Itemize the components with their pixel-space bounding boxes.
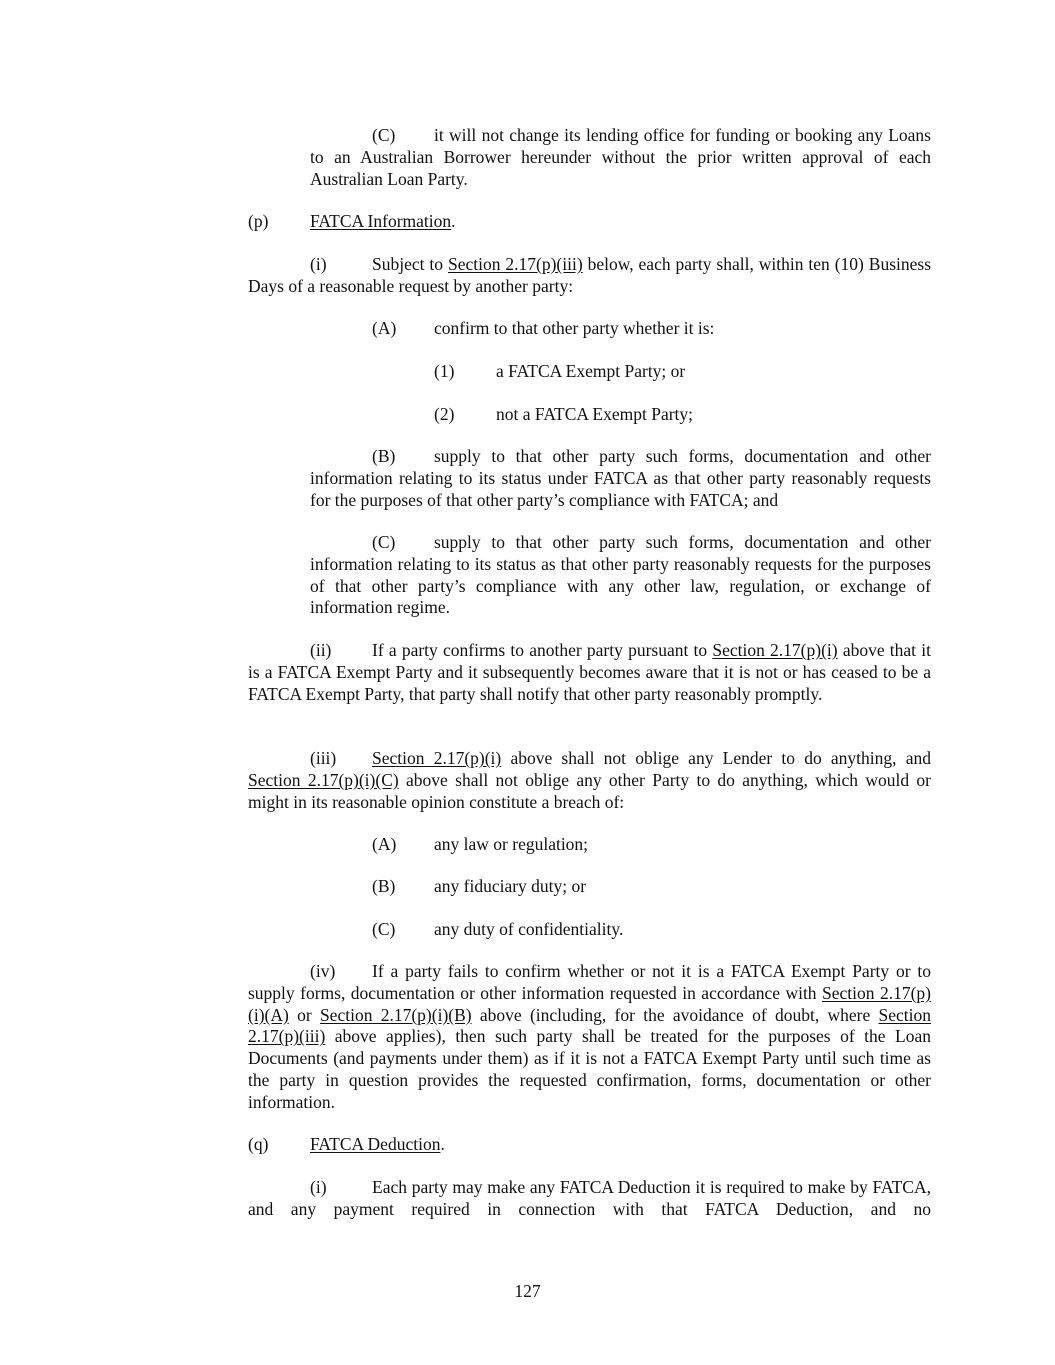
clause-text: supply to that other party such forms, documentation and other information relating to its status under FATCA as that other party reasonably requests for the purposes of that other party’s compliance with FATCA; and [310, 446, 931, 510]
section-title-suffix: . [451, 211, 456, 231]
page-number: 127 [514, 1281, 541, 1301]
clause-text: Each party may make any FATCA Deduction it is required to make by FATCA, and any payment required in connection with that FATCA Deduction, and no [248, 1177, 931, 1219]
clause-number: (ii) [310, 640, 332, 660]
clause-text: any fiduciary duty; or [434, 876, 587, 896]
clause-text-pre: If a party confirms to another party pursuant to [372, 640, 713, 660]
section-reference: Section 2.17(p)(i)(B) [319, 1004, 472, 1025]
section-title-suffix: . [440, 1134, 445, 1154]
clause-p-i-a [372, 318, 714, 340]
clause-number: (iii) [310, 748, 337, 768]
section-title: FATCA Information [310, 211, 452, 231]
clause-number: (B) [372, 446, 396, 466]
clause-number: (1) [434, 361, 455, 381]
clause-p-i-a-1 [434, 361, 685, 383]
section-reference: Section 2.17(p)(iii) [447, 254, 583, 274]
clause-p-i-a-2 [434, 404, 693, 426]
section-title: FATCA Deduction [310, 1134, 441, 1154]
clause-p-iv [248, 961, 931, 1114]
section-reference: Section 2.17(p)(iii) [248, 1004, 932, 1047]
clause-number: (2) [434, 404, 455, 424]
clause-number: (C) [372, 919, 396, 939]
clause-text: any law or regulation; [434, 834, 589, 854]
section-reference: Section 2.17(p)(i) [712, 640, 838, 660]
clause-text: not a FATCA Exempt Party; [496, 404, 694, 424]
clause-p-iii-a [372, 834, 588, 856]
clause-text-post: above that it is a FATCA Exempt Party and it subsequently becomes aware that it is not or has ceased to be a FATCA Exempt Party, that party shall notify that other party reasonably promptly. [248, 640, 931, 704]
clause-p-ii [248, 640, 931, 705]
clause-p-iii-b [372, 876, 586, 898]
clause-p-i [248, 254, 931, 298]
section-number: (q) [248, 1134, 269, 1154]
clause-number: (A) [372, 834, 397, 854]
clause-number: (i) [310, 1177, 327, 1197]
clause-c-lending-office [310, 125, 931, 190]
clause-text: any duty of confidentiality. [434, 919, 624, 939]
clause-text: confirm to that other party whether it is: [434, 318, 715, 338]
section-reference: Section 2.17(p)(i) [372, 748, 502, 768]
section-reference: Section 2.17(p)(i)(C) [248, 769, 399, 790]
clause-number: (B) [372, 876, 396, 896]
clause-text-post: above applies), then such party shall be treated for the purposes of the Loan Documents (and payments under them) as if it is not a FATCA Exempt Party until such time as the party in question provides the requested confirmation, forms, documentation or other information. [248, 1026, 931, 1112]
section-number: (p) [248, 211, 269, 231]
clause-p-iii-c [372, 919, 623, 941]
clause-text: supply to that other party such forms, documentation and other information relating to its status as that other party reasonably requests for the purposes of that other party’s compliance with any other law, regulation, or exchange of information regime. [310, 532, 931, 618]
clause-p-i-b [310, 446, 931, 511]
clause-number: (A) [372, 318, 397, 338]
clause-text: a FATCA Exempt Party; or [496, 361, 686, 381]
clause-number: (i) [310, 254, 327, 274]
clause-q-i [248, 1177, 931, 1221]
section-reference: Section 2.17(p)(i)(A) [248, 982, 931, 1025]
clause-p-iii [248, 748, 931, 813]
clause-text-post: above shall not oblige any other Party to do anything, which would or might in its reasonable opinion constitute a breach of: [248, 769, 931, 812]
clause-text: it will not change its lending office for funding or booking any Loans to an Australian Borrower hereunder without the prior written approval of each Australian Loan Party. [310, 125, 931, 189]
clause-p-i-c [310, 532, 931, 619]
section-p-heading [248, 211, 456, 233]
clause-text-mid: above (including, for the avoidance of doubt, where [471, 1004, 879, 1025]
clause-number: (iv) [310, 961, 336, 981]
clause-text-mid: or [288, 1004, 320, 1025]
clause-text-pre: If a party fails to confirm whether or not it is a FATCA Exempt Party or to supply forms, documentation or other information requested in accordance with [248, 961, 931, 1003]
clause-text-mid: above shall not oblige any Lender to do anything, and [501, 748, 931, 768]
section-q-heading [248, 1134, 445, 1156]
clause-text-post: below, each party shall, within ten (10) Business Days of a reasonable request by another party: [248, 254, 932, 296]
clause-number: (C) [372, 532, 396, 552]
clause-text-pre: Subject to [372, 254, 448, 274]
clause-number: (C) [372, 125, 396, 145]
